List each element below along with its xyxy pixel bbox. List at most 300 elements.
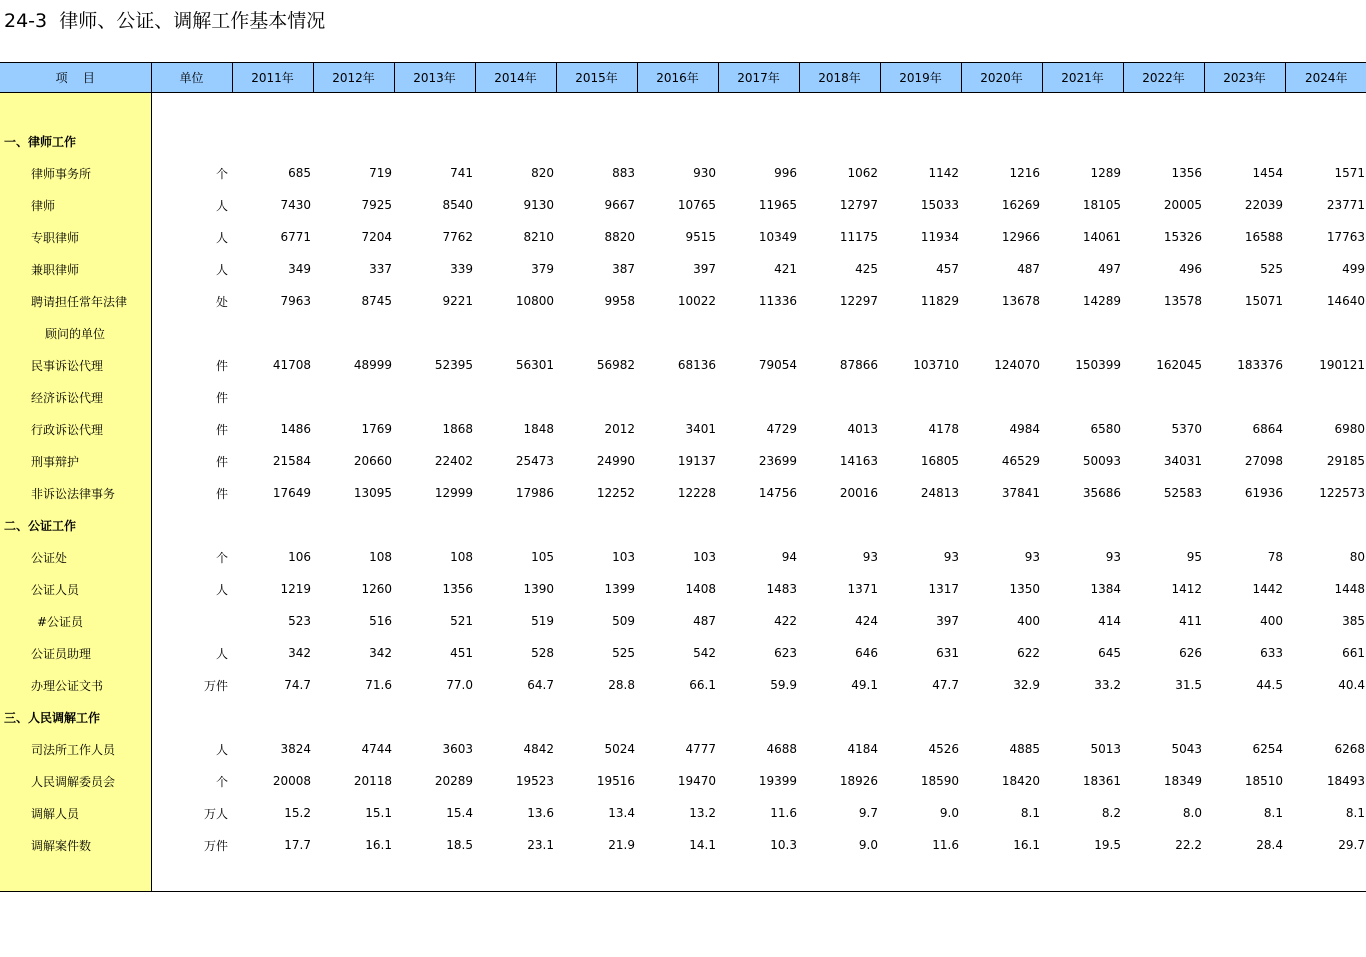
value-cell: 9130 bbox=[523, 198, 554, 212]
value-cell bbox=[556, 125, 637, 157]
value-cell: 24813 bbox=[920, 486, 959, 500]
value-cell: 3401 bbox=[685, 422, 716, 436]
value-cell: 9.0 bbox=[858, 838, 878, 852]
table-row bbox=[0, 797, 1366, 829]
row-label: 聘请担任常年法律 bbox=[0, 285, 151, 317]
row-label: 民事诉讼代理 bbox=[0, 349, 151, 381]
value-cell: 8210 bbox=[523, 230, 554, 244]
value-cell bbox=[556, 509, 637, 541]
value-cell: 424 bbox=[855, 614, 878, 628]
value-cell: 18510 bbox=[1244, 774, 1283, 788]
header-unit: 单位 bbox=[151, 63, 232, 93]
value-cell: 20660 bbox=[353, 454, 392, 468]
unit-cell: 个 bbox=[215, 166, 228, 181]
value-cell bbox=[1042, 317, 1123, 349]
value-cell: 1260 bbox=[361, 582, 392, 596]
value-cell bbox=[718, 381, 799, 413]
value-cell: 5043 bbox=[1171, 742, 1202, 756]
value-cell: 1289 bbox=[1090, 166, 1121, 180]
row-label: 刑事辩护 bbox=[0, 445, 151, 477]
value-cell bbox=[1285, 125, 1366, 157]
value-cell: 108 bbox=[369, 550, 392, 564]
value-cell: 1454 bbox=[1252, 166, 1283, 180]
value-cell: 9667 bbox=[604, 198, 635, 212]
empty-cell bbox=[556, 93, 637, 126]
value-cell: 1356 bbox=[442, 582, 473, 596]
value-cell: 11965 bbox=[758, 198, 797, 212]
value-cell: 7204 bbox=[361, 230, 392, 244]
empty-cell bbox=[1204, 861, 1285, 892]
value-cell: 13.6 bbox=[527, 806, 554, 820]
value-cell: 1062 bbox=[847, 166, 878, 180]
empty-cell bbox=[637, 861, 718, 892]
value-cell: 6580 bbox=[1090, 422, 1121, 436]
empty-cell bbox=[151, 93, 232, 126]
value-cell: 17649 bbox=[272, 486, 311, 500]
value-cell: 1317 bbox=[928, 582, 959, 596]
value-cell: 1219 bbox=[280, 582, 311, 596]
value-cell bbox=[718, 509, 799, 541]
value-cell bbox=[961, 317, 1042, 349]
value-cell: 741 bbox=[450, 166, 473, 180]
table-row bbox=[0, 317, 1366, 349]
unit-cell: 件 bbox=[215, 390, 228, 405]
value-cell bbox=[475, 125, 556, 157]
value-cell: 16588 bbox=[1244, 230, 1283, 244]
value-cell bbox=[1042, 701, 1123, 733]
value-cell: 9221 bbox=[442, 294, 473, 308]
table-row bbox=[0, 733, 1366, 765]
value-cell: 103 bbox=[693, 550, 716, 564]
row-label: 律师事务所 bbox=[0, 157, 151, 189]
unit-cell: 件 bbox=[215, 454, 228, 469]
value-cell: 19137 bbox=[677, 454, 716, 468]
value-cell: 487 bbox=[693, 614, 716, 628]
value-cell: 10349 bbox=[758, 230, 797, 244]
value-cell: 15326 bbox=[1163, 230, 1202, 244]
row-label: 司法所工作人员 bbox=[0, 733, 151, 765]
value-cell: 16.1 bbox=[1013, 838, 1040, 852]
value-cell bbox=[475, 317, 556, 349]
value-cell: 78 bbox=[1267, 550, 1283, 564]
value-cell: 122573 bbox=[1319, 486, 1365, 500]
value-cell bbox=[232, 701, 313, 733]
value-cell: 996 bbox=[774, 166, 797, 180]
value-cell bbox=[1204, 381, 1285, 413]
value-cell bbox=[313, 701, 394, 733]
value-cell: 18.5 bbox=[446, 838, 473, 852]
section-heading: 二、公证工作 bbox=[0, 509, 151, 541]
table-body bbox=[0, 93, 1366, 892]
value-cell: 33.2 bbox=[1094, 678, 1121, 692]
empty-cell bbox=[232, 861, 313, 892]
table-row bbox=[0, 669, 1366, 701]
value-cell: 3603 bbox=[442, 742, 473, 756]
value-cell: 12228 bbox=[677, 486, 716, 500]
row-label: 调解人员 bbox=[0, 797, 151, 829]
value-cell: 22402 bbox=[434, 454, 473, 468]
table-row bbox=[0, 381, 1366, 413]
value-cell: 9958 bbox=[604, 294, 635, 308]
value-cell: 11175 bbox=[839, 230, 878, 244]
value-cell: 685 bbox=[288, 166, 311, 180]
unit-cell: 人 bbox=[215, 262, 228, 277]
header-year: 2013年 bbox=[394, 63, 475, 93]
value-cell: 349 bbox=[288, 262, 311, 276]
value-cell: 28.8 bbox=[608, 678, 635, 692]
value-cell: 4885 bbox=[1009, 742, 1040, 756]
value-cell bbox=[313, 125, 394, 157]
value-cell bbox=[1204, 125, 1285, 157]
value-cell: 1142 bbox=[928, 166, 959, 180]
value-cell: 12252 bbox=[596, 486, 635, 500]
value-cell: 4178 bbox=[928, 422, 959, 436]
value-cell bbox=[799, 701, 880, 733]
table-row bbox=[0, 221, 1366, 253]
empty-cell bbox=[1285, 93, 1366, 126]
unit-cell: 人 bbox=[215, 582, 228, 597]
table-row bbox=[0, 541, 1366, 573]
value-cell: 47.7 bbox=[932, 678, 959, 692]
value-cell: 516 bbox=[369, 614, 392, 628]
value-cell: 397 bbox=[693, 262, 716, 276]
value-cell: 23771 bbox=[1326, 198, 1365, 212]
row-label: 顾问的单位 bbox=[0, 317, 151, 349]
value-cell: 162045 bbox=[1156, 358, 1202, 372]
unit-cell: 个 bbox=[215, 774, 228, 789]
header-year: 2019年 bbox=[880, 63, 961, 93]
table-row bbox=[0, 125, 1366, 157]
value-cell bbox=[799, 317, 880, 349]
value-cell: 379 bbox=[531, 262, 554, 276]
unit-cell: 人 bbox=[215, 198, 228, 213]
value-cell: 1442 bbox=[1252, 582, 1283, 596]
value-cell: 4729 bbox=[766, 422, 797, 436]
value-cell: 15.2 bbox=[284, 806, 311, 820]
value-cell: 496 bbox=[1179, 262, 1202, 276]
table-row bbox=[0, 701, 1366, 733]
empty-cell bbox=[394, 861, 475, 892]
empty-cell bbox=[394, 93, 475, 126]
value-cell: 385 bbox=[1342, 614, 1365, 628]
value-cell: 18349 bbox=[1163, 774, 1202, 788]
value-cell: 387 bbox=[612, 262, 635, 276]
unit-cell: 人 bbox=[215, 646, 228, 661]
header-year: 2016年 bbox=[637, 63, 718, 93]
value-cell bbox=[1204, 509, 1285, 541]
value-cell: 15071 bbox=[1244, 294, 1283, 308]
value-cell bbox=[313, 317, 394, 349]
value-cell: 190121 bbox=[1319, 358, 1365, 372]
value-cell: 20118 bbox=[353, 774, 392, 788]
value-cell: 17.7 bbox=[284, 838, 311, 852]
value-cell: 18926 bbox=[839, 774, 878, 788]
value-cell bbox=[394, 381, 475, 413]
table-row bbox=[0, 509, 1366, 541]
value-cell: 4184 bbox=[847, 742, 878, 756]
value-cell: 22.2 bbox=[1175, 838, 1202, 852]
value-cell: 626 bbox=[1179, 646, 1202, 660]
value-cell: 17986 bbox=[515, 486, 554, 500]
value-cell: 13.4 bbox=[608, 806, 635, 820]
value-cell: 8.1 bbox=[1263, 806, 1283, 820]
header-year: 2022年 bbox=[1123, 63, 1204, 93]
row-label: 公证人员 bbox=[0, 573, 151, 605]
value-cell: 93 bbox=[943, 550, 959, 564]
unit-cell: 件 bbox=[215, 486, 228, 501]
unit-cell bbox=[151, 701, 232, 733]
value-cell: 425 bbox=[855, 262, 878, 276]
value-cell: 71.6 bbox=[365, 678, 392, 692]
value-cell bbox=[1204, 701, 1285, 733]
empty-cell bbox=[1285, 861, 1366, 892]
header-year: 2015年 bbox=[556, 63, 637, 93]
header-year: 2017年 bbox=[718, 63, 799, 93]
value-cell: 622 bbox=[1017, 646, 1040, 660]
value-cell bbox=[394, 125, 475, 157]
section-heading: 三、人民调解工作 bbox=[0, 701, 151, 733]
value-cell: 1408 bbox=[685, 582, 716, 596]
value-cell: 14061 bbox=[1082, 230, 1121, 244]
value-cell bbox=[1123, 701, 1204, 733]
value-cell: 400 bbox=[1017, 614, 1040, 628]
value-cell: 5370 bbox=[1171, 422, 1202, 436]
value-cell bbox=[637, 701, 718, 733]
table-row bbox=[0, 157, 1366, 189]
unit-cell: 个 bbox=[215, 550, 228, 565]
empty-cell bbox=[880, 861, 961, 892]
value-cell: 422 bbox=[774, 614, 797, 628]
value-cell: 8.1 bbox=[1020, 806, 1040, 820]
value-cell: 4013 bbox=[847, 422, 878, 436]
value-cell: 6254 bbox=[1252, 742, 1283, 756]
value-cell bbox=[394, 701, 475, 733]
row-label: 兼职律师 bbox=[0, 253, 151, 285]
value-cell: 1384 bbox=[1090, 582, 1121, 596]
section-heading: 一、律师工作 bbox=[0, 125, 151, 157]
item-cell-empty bbox=[0, 861, 151, 892]
value-cell bbox=[1285, 381, 1366, 413]
value-cell: 497 bbox=[1098, 262, 1121, 276]
empty-cell bbox=[718, 861, 799, 892]
value-cell: 94 bbox=[781, 550, 797, 564]
spacer-row bbox=[0, 93, 1366, 126]
value-cell: 37841 bbox=[1001, 486, 1040, 500]
value-cell: 93 bbox=[1105, 550, 1121, 564]
row-label: 公证员助理 bbox=[0, 637, 151, 669]
table-row bbox=[0, 285, 1366, 317]
value-cell bbox=[1042, 125, 1123, 157]
header-year: 2020年 bbox=[961, 63, 1042, 93]
value-cell bbox=[475, 701, 556, 733]
value-cell: 1350 bbox=[1009, 582, 1040, 596]
value-cell: 1356 bbox=[1171, 166, 1202, 180]
value-cell bbox=[1042, 509, 1123, 541]
value-cell: 5024 bbox=[604, 742, 635, 756]
value-cell: 457 bbox=[936, 262, 959, 276]
table-row bbox=[0, 829, 1366, 861]
page-title: 24-3 律师、公证、调解工作基本情况 bbox=[4, 10, 326, 32]
value-cell: 66.1 bbox=[689, 678, 716, 692]
value-cell: 56301 bbox=[515, 358, 554, 372]
row-label: 人民调解委员会 bbox=[0, 765, 151, 797]
value-cell: 1390 bbox=[523, 582, 554, 596]
value-cell bbox=[1285, 701, 1366, 733]
value-cell: 8820 bbox=[604, 230, 635, 244]
value-cell: 8.2 bbox=[1101, 806, 1121, 820]
row-label: #公证员 bbox=[0, 605, 151, 637]
value-cell: 7925 bbox=[361, 198, 392, 212]
value-cell bbox=[718, 701, 799, 733]
empty-cell bbox=[151, 861, 232, 892]
value-cell bbox=[799, 381, 880, 413]
value-cell: 52395 bbox=[434, 358, 473, 372]
value-cell bbox=[1123, 381, 1204, 413]
value-cell: 79054 bbox=[758, 358, 797, 372]
value-cell: 499 bbox=[1342, 262, 1365, 276]
row-label: 非诉讼法律事务 bbox=[0, 477, 151, 509]
value-cell: 521 bbox=[450, 614, 473, 628]
value-cell bbox=[313, 381, 394, 413]
value-cell: 35686 bbox=[1082, 486, 1121, 500]
value-cell bbox=[961, 125, 1042, 157]
value-cell: 95 bbox=[1186, 550, 1202, 564]
table-row bbox=[0, 413, 1366, 445]
unit-cell bbox=[151, 317, 232, 349]
value-cell: 4688 bbox=[766, 742, 797, 756]
header-year: 2018年 bbox=[799, 63, 880, 93]
value-cell: 528 bbox=[531, 646, 554, 660]
value-cell: 523 bbox=[288, 614, 311, 628]
value-cell: 820 bbox=[531, 166, 554, 180]
value-cell bbox=[880, 509, 961, 541]
value-cell: 124070 bbox=[994, 358, 1040, 372]
value-cell: 15.4 bbox=[446, 806, 473, 820]
value-cell: 16269 bbox=[1001, 198, 1040, 212]
statistics-table bbox=[0, 62, 1366, 892]
empty-cell bbox=[475, 93, 556, 126]
empty-cell bbox=[232, 93, 313, 126]
value-cell bbox=[232, 317, 313, 349]
item-cell-empty bbox=[0, 93, 151, 126]
row-label: 行政诉讼代理 bbox=[0, 413, 151, 445]
value-cell: 8745 bbox=[361, 294, 392, 308]
value-cell bbox=[1123, 125, 1204, 157]
table-bottom-row bbox=[0, 861, 1366, 892]
row-label: 调解案件数 bbox=[0, 829, 151, 861]
value-cell: 451 bbox=[450, 646, 473, 660]
value-cell bbox=[637, 381, 718, 413]
value-cell: 13.2 bbox=[689, 806, 716, 820]
value-cell: 61936 bbox=[1244, 486, 1283, 500]
value-cell bbox=[961, 381, 1042, 413]
table-row bbox=[0, 765, 1366, 797]
empty-cell bbox=[880, 93, 961, 126]
value-cell bbox=[556, 317, 637, 349]
value-cell bbox=[1285, 317, 1366, 349]
value-cell: 9515 bbox=[685, 230, 716, 244]
value-cell bbox=[961, 509, 1042, 541]
value-cell bbox=[880, 701, 961, 733]
table-row bbox=[0, 637, 1366, 669]
value-cell: 18420 bbox=[1001, 774, 1040, 788]
row-label: 经济诉讼代理 bbox=[0, 381, 151, 413]
value-cell: 4526 bbox=[928, 742, 959, 756]
value-cell: 20289 bbox=[434, 774, 473, 788]
value-cell: 5013 bbox=[1090, 742, 1121, 756]
value-cell: 1448 bbox=[1334, 582, 1365, 596]
empty-cell bbox=[961, 93, 1042, 126]
value-cell: 14.1 bbox=[689, 838, 716, 852]
value-cell: 8540 bbox=[442, 198, 473, 212]
value-cell: 16.1 bbox=[365, 838, 392, 852]
value-cell: 103710 bbox=[913, 358, 959, 372]
empty-cell bbox=[718, 93, 799, 126]
value-cell: 23699 bbox=[758, 454, 797, 468]
table-row bbox=[0, 573, 1366, 605]
header-year: 2021年 bbox=[1042, 63, 1123, 93]
value-cell bbox=[232, 509, 313, 541]
unit-cell: 处 bbox=[215, 294, 228, 309]
value-cell: 4744 bbox=[361, 742, 392, 756]
value-cell bbox=[1123, 509, 1204, 541]
value-cell: 623 bbox=[774, 646, 797, 660]
value-cell: 633 bbox=[1260, 646, 1283, 660]
row-label: 律师 bbox=[0, 189, 151, 221]
value-cell: 519 bbox=[531, 614, 554, 628]
value-cell: 2012 bbox=[604, 422, 635, 436]
table-row bbox=[0, 253, 1366, 285]
value-cell: 12797 bbox=[839, 198, 878, 212]
value-cell: 31.5 bbox=[1175, 678, 1202, 692]
unit-cell bbox=[151, 509, 232, 541]
value-cell: 29.7 bbox=[1338, 838, 1365, 852]
value-cell: 646 bbox=[855, 646, 878, 660]
value-cell: 414 bbox=[1098, 614, 1121, 628]
value-cell: 29185 bbox=[1326, 454, 1365, 468]
value-cell: 6771 bbox=[280, 230, 311, 244]
value-cell: 13678 bbox=[1001, 294, 1040, 308]
value-cell bbox=[232, 381, 313, 413]
empty-cell bbox=[637, 93, 718, 126]
value-cell: 19523 bbox=[515, 774, 554, 788]
value-cell bbox=[232, 125, 313, 157]
value-cell: 21584 bbox=[272, 454, 311, 468]
value-cell bbox=[1042, 381, 1123, 413]
value-cell: 14163 bbox=[839, 454, 878, 468]
value-cell: 1216 bbox=[1009, 166, 1040, 180]
header-row bbox=[0, 63, 1366, 93]
empty-cell bbox=[1042, 861, 1123, 892]
value-cell: 93 bbox=[1024, 550, 1040, 564]
value-cell: 93 bbox=[862, 550, 878, 564]
value-cell: 11829 bbox=[920, 294, 959, 308]
empty-cell bbox=[313, 861, 394, 892]
value-cell bbox=[556, 701, 637, 733]
header-year: 2014年 bbox=[475, 63, 556, 93]
value-cell: 150399 bbox=[1075, 358, 1121, 372]
value-cell bbox=[475, 509, 556, 541]
value-cell: 46529 bbox=[1001, 454, 1040, 468]
value-cell bbox=[556, 381, 637, 413]
value-cell: 56982 bbox=[596, 358, 635, 372]
value-cell: 525 bbox=[1260, 262, 1283, 276]
value-cell: 87866 bbox=[839, 358, 878, 372]
value-cell: 719 bbox=[369, 166, 392, 180]
value-cell: 509 bbox=[612, 614, 635, 628]
value-cell: 12297 bbox=[839, 294, 878, 308]
value-cell: 12966 bbox=[1001, 230, 1040, 244]
